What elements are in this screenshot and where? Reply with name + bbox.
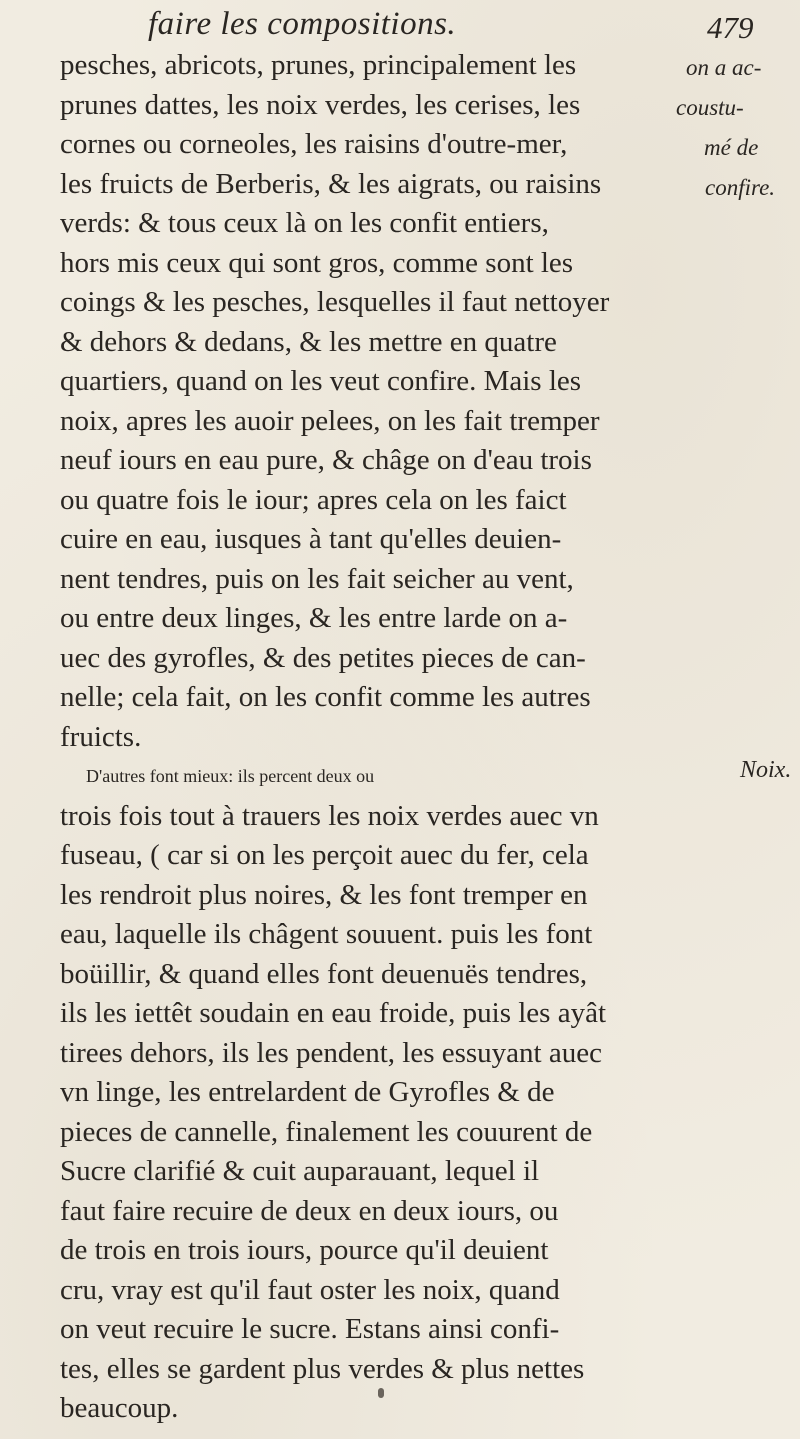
ink-speck: [378, 1388, 384, 1398]
text-line: nelle; cela fait, on les confit comme les autres: [60, 681, 591, 713]
margin-note-2: coustu-: [676, 95, 744, 120]
body-text: [60, 46, 742, 1429]
text-line: beaucoup.: [60, 1392, 179, 1424]
text-line: cru, vray est qu'il faut oster les noix, quand: [60, 1273, 560, 1306]
text-line: verds: & tous ceux là on les confit entiers,: [60, 207, 549, 239]
text-line: nent tendres, puis on les fait seicher au vent,: [60, 562, 574, 595]
text-line: tirees dehors, ils les pendent, les essuyant auec: [60, 1036, 602, 1069]
text-line: fruicts.: [60, 720, 142, 753]
text-line: pesches, abricots, prunes, principalement les: [60, 49, 577, 81]
running-head: faire les compositions.: [148, 6, 457, 42]
page-number: 479: [707, 10, 754, 45]
text-line: cuire en eau, iusques à tant qu'elles deuien-: [60, 523, 562, 555]
text-line: cornes ou corneoles, les raisins d'outre-mer,: [60, 128, 568, 160]
text-line: neuf iours en eau pure, & châge on d'eau trois: [60, 444, 592, 476]
text-line: fuseau, ( car si on les perçoit auec du fer, cela: [60, 839, 589, 871]
text-line: vn linge, les entrelardent de Gyrofles & de: [60, 1076, 555, 1108]
margin-note-3: mé de: [704, 135, 759, 160]
text-line: quartiers, quand on les veut confire. Mais les: [60, 365, 582, 397]
text-line: coings & les pesches, lesquelles il faut nettoyer: [60, 286, 610, 318]
text-line: faut faire recuire de deux en deux iours, ou: [60, 1194, 559, 1227]
text-line: Sucre clarifié & cuit auparauant, lequel il: [60, 1155, 540, 1187]
text-line: les rendroit plus noires, & les font tremper en: [60, 878, 588, 911]
margin-note-1: on a ac-: [686, 55, 762, 80]
text-line: & dehors & dedans, & les mettre en quatre: [60, 325, 557, 358]
text-line: trois fois tout à trauers les noix verdes auec vn: [60, 799, 599, 832]
text-line: eau, laquelle ils châgent souuent. puis les font: [60, 918, 593, 950]
text-line: les fruicts de Berberis, & les aigrats, ou raisins: [60, 167, 602, 200]
text-line: pieces de cannelle, finalement les couurent de: [60, 1115, 593, 1148]
text-line: noix, apres les auoir pelees, on les fait tremper: [60, 404, 600, 437]
text-line: prunes dattes, les noix verdes, les cerises, les: [60, 88, 581, 121]
text-line: ou quatre fois le iour; apres cela on les faict: [60, 483, 567, 516]
text-line: de trois en trois iours, pource qu'il deuient: [60, 1234, 549, 1266]
paragraph-start-line: D'autres font mieux: ils percent deux ou: [86, 766, 375, 786]
text-line: ou entre deux linges, & les entre larde on a-: [60, 602, 568, 634]
margin-note-5: Noix.: [740, 757, 792, 783]
text-line: on veut recuire le sucre. Estans ainsi confi-: [60, 1313, 560, 1345]
text-line: boüillir, & quand elles font deuenuës tendres,: [60, 957, 588, 990]
text-line: tes, elles se gardent plus verdes & plus nettes: [60, 1352, 585, 1385]
text-line: ils les iettêt soudain en eau froide, puis les ayât: [60, 997, 607, 1029]
margin-note-4: confire.: [705, 175, 776, 200]
text-line: uec des gyrofles, & des petites pieces de can-: [60, 641, 586, 674]
text-line: hors mis ceux qui sont gros, comme sont les: [60, 246, 574, 279]
